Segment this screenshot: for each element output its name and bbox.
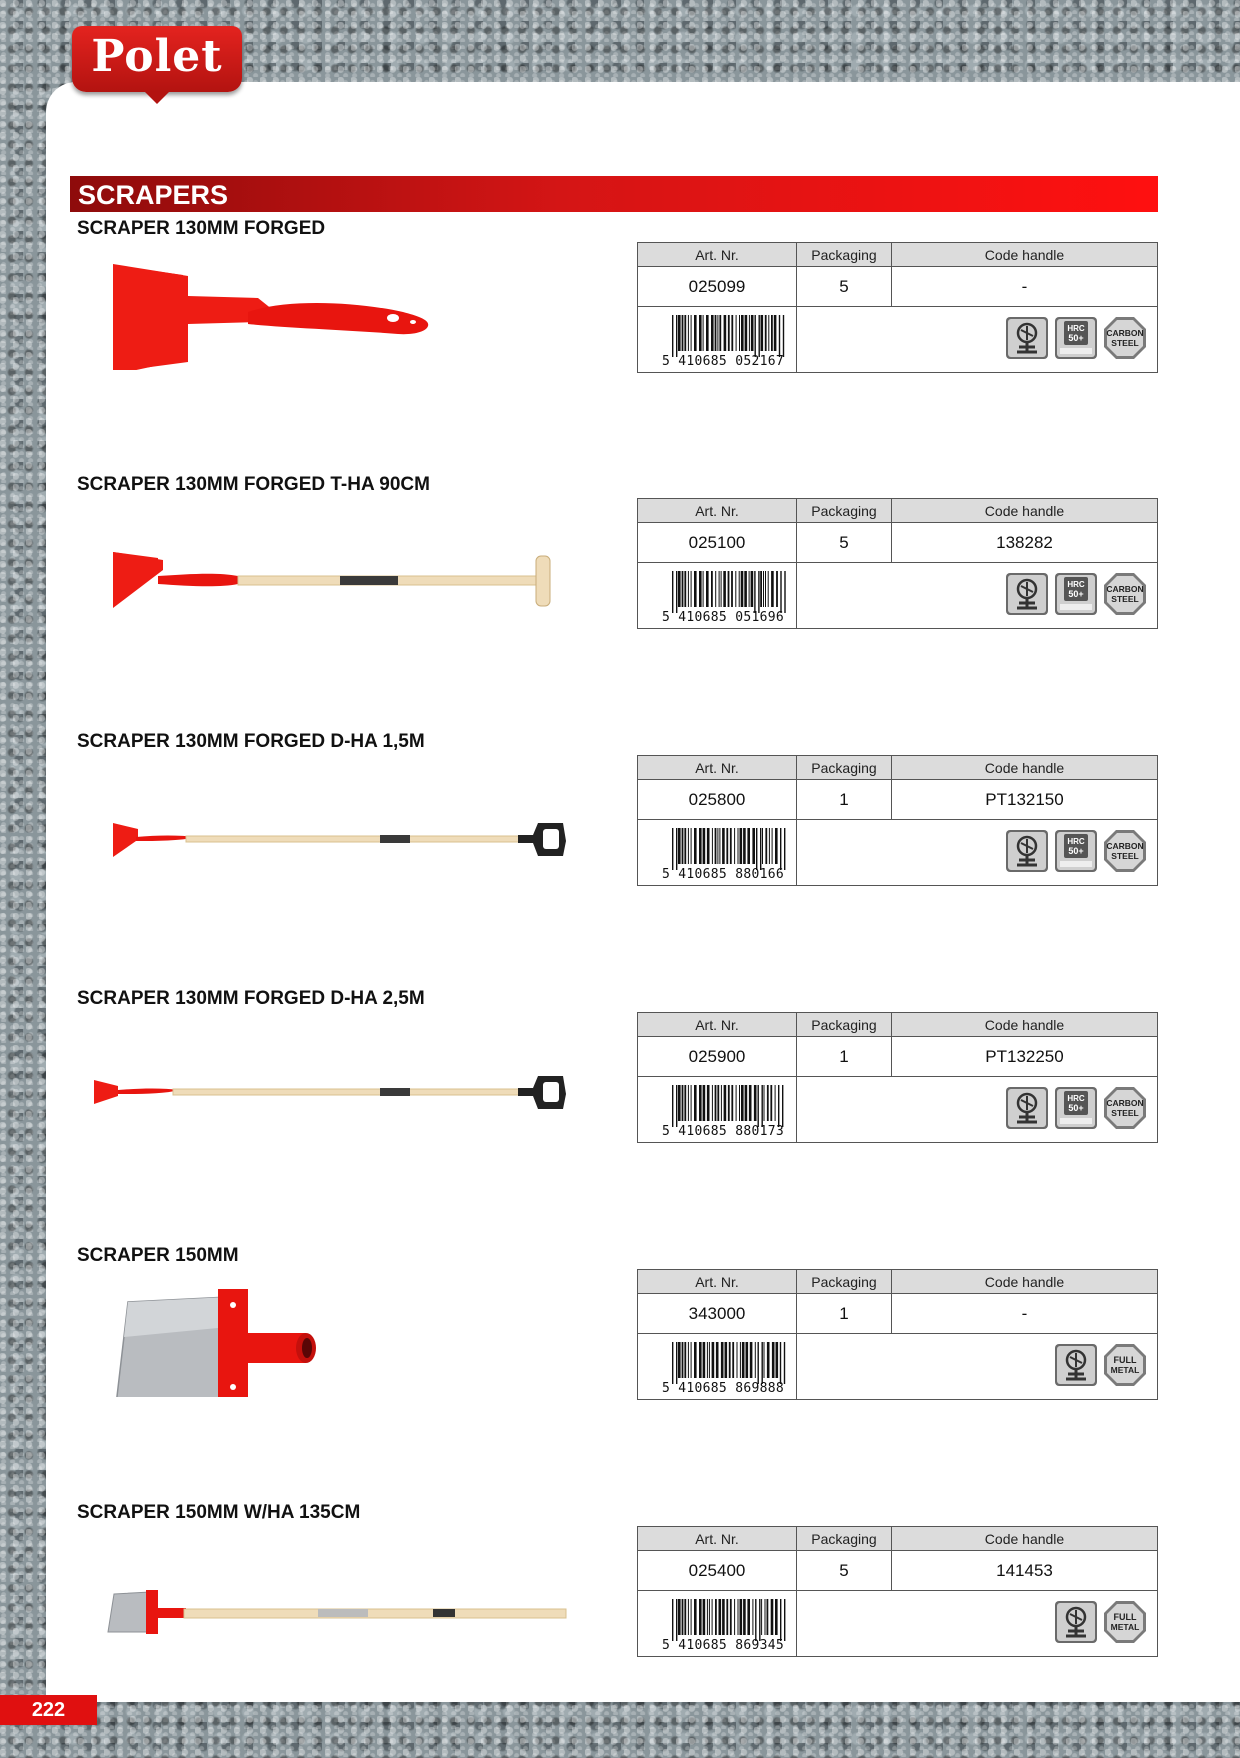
polet-logo: Polet xyxy=(72,26,242,92)
svg-text:CARBON: CARBON xyxy=(1106,584,1144,594)
scraper-d-handle-long-image xyxy=(88,1010,578,1140)
feature-icons xyxy=(1005,829,1147,873)
code-handle-value: - xyxy=(892,1294,1157,1334)
product-table xyxy=(637,498,1158,629)
packaging-value: 1 xyxy=(797,1037,892,1077)
packaging-value: 1 xyxy=(797,1294,892,1334)
scraper-150mm-image xyxy=(88,1267,388,1397)
tool-icon xyxy=(1054,1343,1098,1387)
product-block xyxy=(0,474,1240,730)
hrc-icon xyxy=(1054,1086,1098,1130)
svg-text:STEEL: STEEL xyxy=(1111,338,1139,348)
barcode-cell xyxy=(638,1077,797,1142)
barcode-image xyxy=(672,571,787,613)
full-metal-icon xyxy=(1103,1343,1147,1387)
product-name: SCRAPER 130MM FORGED D-HA 2,5M xyxy=(77,988,425,1009)
packaging-value: 5 xyxy=(797,267,892,307)
barcode-number: 5 410685 052167 xyxy=(662,354,784,369)
header-art-nr: Art. Nr. xyxy=(638,1270,797,1294)
barcode-image xyxy=(672,1085,787,1127)
packaging-value: 5 xyxy=(797,523,892,563)
svg-text:HRC: HRC xyxy=(1067,837,1085,846)
product-block xyxy=(0,731,1240,987)
barcode-image xyxy=(672,315,787,357)
feature-icons xyxy=(1005,572,1147,616)
hrc-icon xyxy=(1054,572,1098,616)
header-art-nr: Art. Nr. xyxy=(638,499,797,523)
tool-icon xyxy=(1005,316,1049,360)
svg-text:FULL: FULL xyxy=(1113,1355,1137,1365)
svg-text:STEEL: STEEL xyxy=(1111,851,1139,861)
code-handle-value: - xyxy=(892,267,1157,307)
product-table xyxy=(637,1269,1158,1400)
art-nr-value: 025099 xyxy=(638,267,797,307)
product-name: SCRAPER 150MM xyxy=(77,1245,239,1266)
code-handle-value: PT132150 xyxy=(892,780,1157,820)
carbon-steel-icon xyxy=(1103,829,1147,873)
product-table xyxy=(637,1012,1158,1143)
svg-text:50+: 50+ xyxy=(1068,333,1084,343)
barcode-cell xyxy=(638,820,797,885)
svg-text:CARBON: CARBON xyxy=(1106,841,1144,851)
code-handle-value: 141453 xyxy=(892,1551,1157,1591)
svg-text:METAL: METAL xyxy=(1110,1365,1140,1375)
section-banner: SCRAPERS xyxy=(70,176,1158,212)
tool-icon xyxy=(1005,1086,1049,1130)
carbon-steel-icon xyxy=(1103,572,1147,616)
feature-icons xyxy=(1005,1086,1147,1130)
header-packaging: Packaging xyxy=(797,243,892,267)
header-art-nr: Art. Nr. xyxy=(638,243,797,267)
header-art-nr: Art. Nr. xyxy=(638,1527,797,1551)
feature-icons xyxy=(1054,1600,1147,1644)
product-table xyxy=(637,755,1158,886)
header-packaging: Packaging xyxy=(797,756,892,780)
header-packaging: Packaging xyxy=(797,1270,892,1294)
header-code-handle: Code handle xyxy=(892,756,1157,780)
product-block xyxy=(0,1245,1240,1501)
packaging-value: 5 xyxy=(797,1551,892,1591)
product-block xyxy=(0,218,1240,474)
barcode-number: 5 410685 869888 xyxy=(662,1381,784,1396)
barcode-number: 5 410685 880166 xyxy=(662,867,784,882)
product-name: SCRAPER 130MM FORGED xyxy=(77,218,326,239)
svg-text:HRC: HRC xyxy=(1067,1094,1085,1103)
svg-text:50+: 50+ xyxy=(1068,1103,1084,1113)
header-packaging: Packaging xyxy=(797,1527,892,1551)
scraper-t-handle-image xyxy=(88,496,568,626)
tool-icon xyxy=(1054,1600,1098,1644)
header-packaging: Packaging xyxy=(797,499,892,523)
product-name: SCRAPER 150MM W/HA 135CM xyxy=(77,1502,361,1523)
art-nr-value: 343000 xyxy=(638,1294,797,1334)
product-name: SCRAPER 130MM FORGED D-HA 1,5M xyxy=(77,731,425,752)
barcode-cell xyxy=(638,563,797,628)
barcode-cell xyxy=(638,1591,797,1656)
svg-text:50+: 50+ xyxy=(1068,589,1084,599)
hrc-icon xyxy=(1054,316,1098,360)
svg-text:STEEL: STEEL xyxy=(1111,1108,1139,1118)
art-nr-value: 025400 xyxy=(638,1551,797,1591)
carbon-steel-icon xyxy=(1103,316,1147,360)
full-metal-icon xyxy=(1103,1600,1147,1644)
svg-text:50+: 50+ xyxy=(1068,846,1084,856)
svg-text:CARBON: CARBON xyxy=(1106,1098,1144,1108)
page-number: 222 xyxy=(0,1695,97,1725)
art-nr-value: 025800 xyxy=(638,780,797,820)
art-nr-value: 025900 xyxy=(638,1037,797,1077)
header-code-handle: Code handle xyxy=(892,1270,1157,1294)
carbon-steel-icon xyxy=(1103,1086,1147,1130)
header-code-handle: Code handle xyxy=(892,1527,1157,1551)
svg-text:HRC: HRC xyxy=(1067,580,1085,589)
product-block xyxy=(0,988,1240,1244)
hrc-icon xyxy=(1054,829,1098,873)
feature-icons xyxy=(1005,316,1147,360)
art-nr-value: 025100 xyxy=(638,523,797,563)
header-art-nr: Art. Nr. xyxy=(638,756,797,780)
barcode-number: 5 410685 869345 xyxy=(662,1638,784,1653)
svg-text:FULL: FULL xyxy=(1113,1612,1137,1622)
product-table xyxy=(637,242,1158,373)
header-code-handle: Code handle xyxy=(892,1013,1157,1037)
packaging-value: 1 xyxy=(797,780,892,820)
scraper-150mm-handle-image xyxy=(88,1524,578,1654)
svg-text:HRC: HRC xyxy=(1067,324,1085,333)
barcode-image xyxy=(672,828,787,870)
svg-text:STEEL: STEEL xyxy=(1111,594,1139,604)
tool-icon xyxy=(1005,829,1049,873)
product-block xyxy=(0,1502,1240,1758)
barcode-cell xyxy=(638,1334,797,1399)
scraper-forged-image xyxy=(88,240,448,370)
barcode-image xyxy=(672,1342,787,1384)
feature-icons xyxy=(1054,1343,1147,1387)
product-name: SCRAPER 130MM FORGED T-HA 90CM xyxy=(77,474,430,495)
barcode-number: 5 410685 051696 xyxy=(662,610,784,625)
header-art-nr: Art. Nr. xyxy=(638,1013,797,1037)
product-table xyxy=(637,1526,1158,1657)
code-handle-value: 138282 xyxy=(892,523,1157,563)
tool-icon xyxy=(1005,572,1049,616)
header-code-handle: Code handle xyxy=(892,243,1157,267)
barcode-image xyxy=(672,1599,787,1641)
barcode-cell xyxy=(638,307,797,372)
svg-text:METAL: METAL xyxy=(1110,1622,1140,1632)
code-handle-value: PT132250 xyxy=(892,1037,1157,1077)
scraper-d-handle-image xyxy=(88,753,578,883)
svg-text:CARBON: CARBON xyxy=(1106,328,1144,338)
barcode-number: 5 410685 880173 xyxy=(662,1124,784,1139)
header-packaging: Packaging xyxy=(797,1013,892,1037)
header-code-handle: Code handle xyxy=(892,499,1157,523)
